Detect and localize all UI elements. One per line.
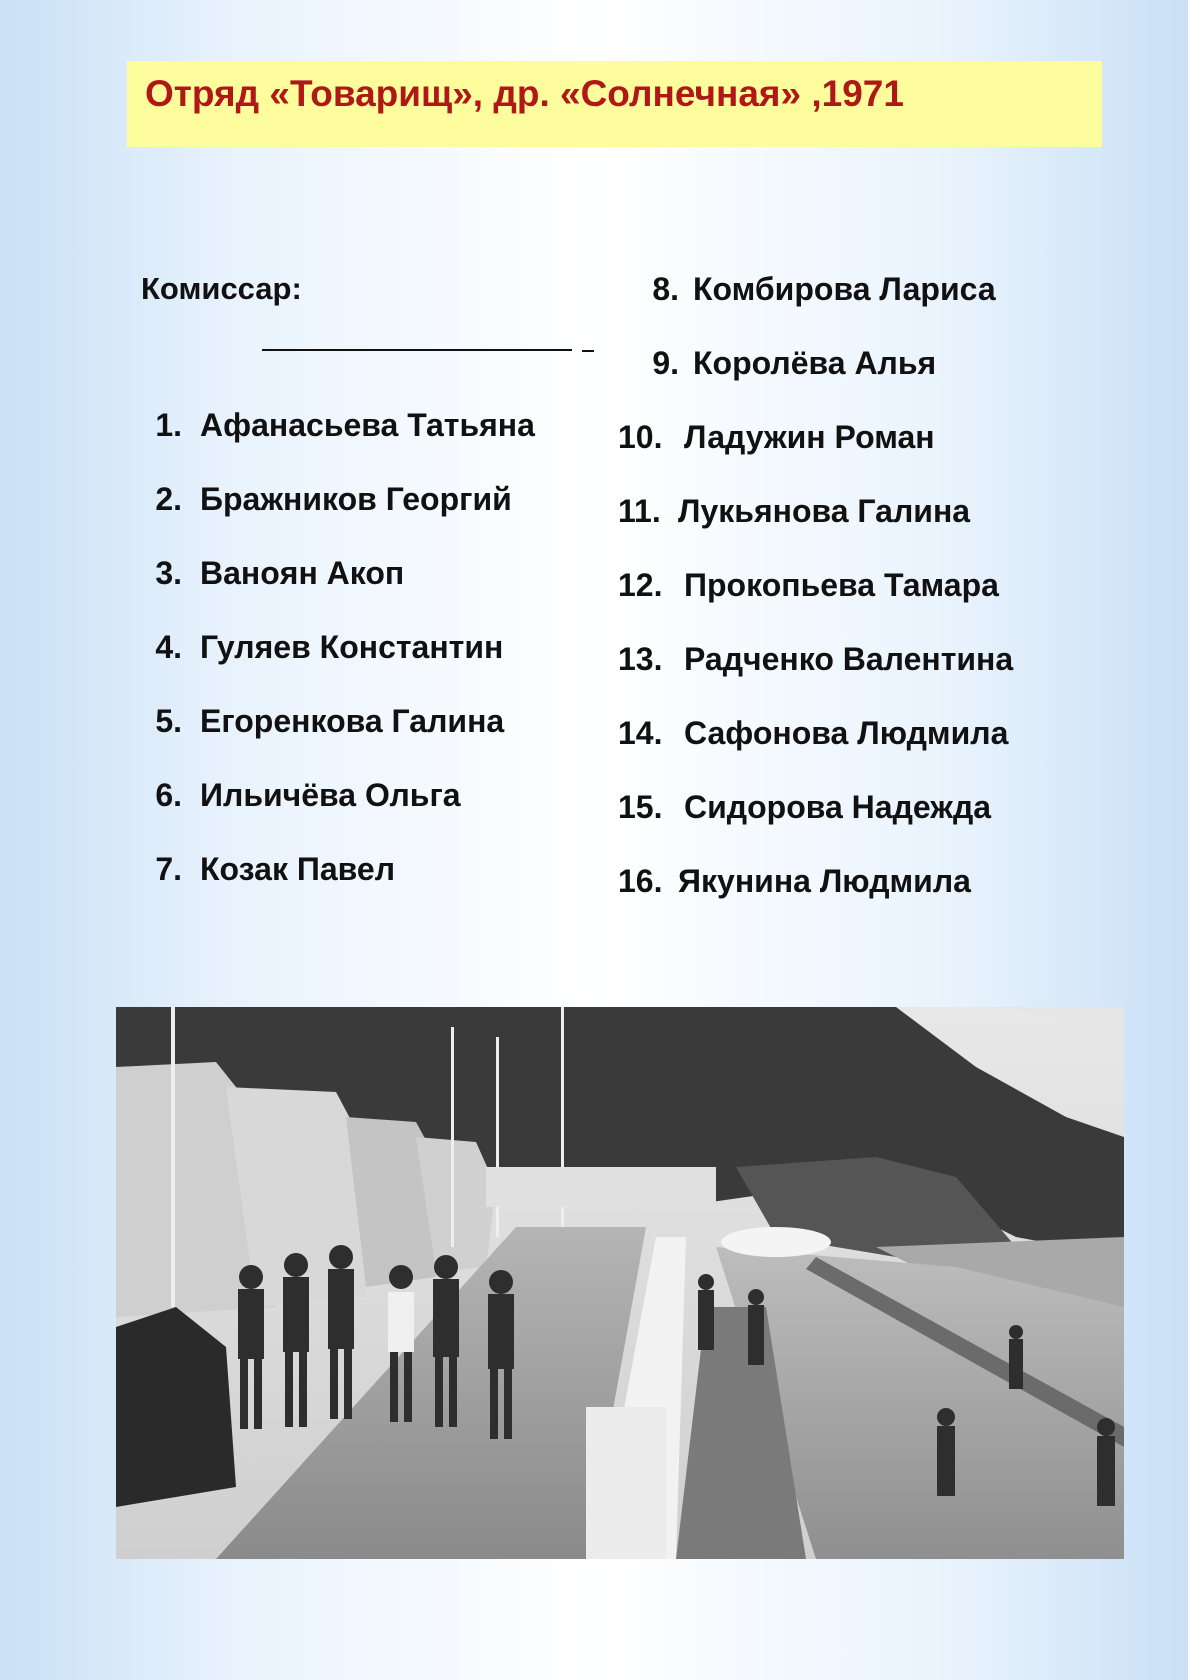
list-item	[155, 627, 504, 667]
title-banner	[127, 61, 1102, 147]
list-item	[155, 405, 535, 445]
list-item	[618, 491, 970, 531]
list-item	[618, 861, 971, 901]
commissar-label: Комиссар:	[141, 271, 302, 306]
list-item-number: 8.	[652, 271, 679, 307]
list-item	[155, 553, 405, 593]
photo-icon	[116, 1007, 1124, 1559]
list-item-name: Королёва Алья	[693, 345, 937, 381]
list-item	[627, 269, 996, 309]
list-item-name: Егоренкова Галина	[200, 703, 505, 739]
list-item-name: Ладужин Роман	[684, 419, 935, 455]
list-item-name: Комбирова Лариса	[693, 271, 996, 307]
list-item-name: Радченко Валентина	[684, 641, 1014, 677]
list-item-number: 15.	[618, 789, 663, 825]
list-item-number: 16.	[618, 863, 663, 899]
list-item-number: 6.	[155, 777, 182, 813]
page-title: Отряд «Товарищ», др. «Солнечная» ,1971	[145, 73, 904, 114]
list-item-number: 5.	[155, 703, 182, 739]
list-item-name: Сидорова Надежда	[684, 789, 992, 825]
list-item-name: Гуляев Константин	[200, 629, 504, 665]
list-item-name: Лукьянова Галина	[678, 493, 971, 529]
list-item	[618, 639, 1013, 679]
list-item-name: Бражников Георгий	[200, 481, 512, 517]
list-item	[618, 787, 991, 827]
list-item-number: 1.	[155, 407, 182, 443]
list-item-name: Ванoян Акоп	[200, 555, 405, 591]
commissar-blank-line	[262, 349, 572, 351]
list-item-name: Сафонова Людмила	[684, 715, 1009, 751]
list-item-number: 4.	[155, 629, 182, 665]
list-item-name: Ильичёва Ольга	[200, 777, 461, 813]
list-item	[618, 713, 1008, 753]
list-item	[155, 701, 505, 741]
list-item-number: 14.	[618, 715, 663, 751]
list-item-number: 13.	[618, 641, 663, 677]
list-item	[627, 343, 936, 383]
list-item-number: 7.	[155, 851, 182, 887]
list-item	[618, 565, 999, 605]
list-item-number: 2.	[155, 481, 182, 517]
list-item-name: Якунина Людмила	[678, 863, 971, 899]
list-item-number: 12.	[618, 567, 663, 603]
commissar-dash	[582, 350, 594, 352]
list-item-name: Афанасьева Татьяна	[200, 407, 535, 443]
list-item-name: Прокопьева Тамара	[684, 567, 999, 603]
list-item	[155, 479, 512, 519]
list-item-name: Козак Павел	[200, 851, 396, 887]
list-item-number: 10.	[618, 419, 663, 455]
list-item	[155, 775, 461, 815]
list-item	[618, 417, 935, 457]
list-item-number: 3.	[155, 555, 182, 591]
list-item-number: 11.	[618, 493, 661, 529]
list-item-number: 9.	[652, 345, 679, 381]
list-item	[155, 849, 396, 889]
